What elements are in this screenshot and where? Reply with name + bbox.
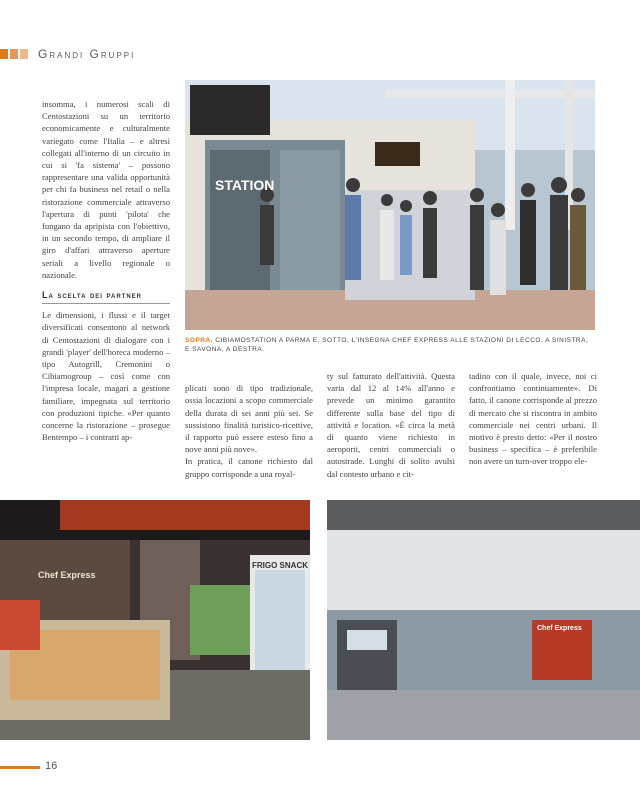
- accent-square-2: [10, 49, 18, 59]
- subheading: La scelta dei partner: [42, 290, 142, 301]
- chef-express-sign: Chef Express: [38, 570, 96, 580]
- photo-caption: [185, 336, 595, 354]
- body-paragraph-3: ty sul fatturato dell'attività. Questa varia dal 12 al 14% all'anno e prevede un minimo garantito differente sulla base del tipo di attività e location. «È circa la metà di quanto viene richiesto in aeroporti, centri commerciali o autostrade. Lunghi di solito avulsi dal contesto urbano e cit-: [327, 371, 455, 479]
- section-header: [0, 44, 135, 64]
- frigo-snack-sign: FRIGO SNACK: [252, 561, 308, 570]
- accent-square-1: [0, 49, 8, 59]
- page-number: 16: [45, 760, 58, 772]
- caption-text: , CIBIAMOSTATION A PARMA E, SOTTO, L'INSEGNA CHEF EXPRESS ALLE STAZIONI DI LECCO, A SINISTRA, E SAVONA, A DESTRA.: [185, 337, 589, 353]
- section-title: Grandi Gruppi: [38, 47, 136, 61]
- footer-accent-bar: [0, 766, 40, 769]
- text-column-2: [185, 370, 313, 492]
- text-column-3: [327, 370, 455, 480]
- body-paragraph-1: Le dimensioni, i flussi e il target diversificati consentono al network di Centostazioni di dialogare con i grandi 'player' dell'horeca moderno – tipo Autogrill, Cremonini o Cibiamogroup – così come con l'impresa locale, magari a gestione familiare, impegnata sul territorio con produzioni tipiche. «Per quanto concerne la ristorazione – prosegue Bentempo – i contratti ap-: [42, 310, 170, 443]
- caption-lead: SOPRA: [185, 337, 211, 344]
- accent-square-3: [20, 49, 28, 59]
- text-column-4: [469, 370, 597, 468]
- subheading-rule: [42, 303, 170, 304]
- photo-chef-express-savona: [327, 500, 640, 740]
- photo-chef-express-lecco: [0, 500, 310, 740]
- photo-cibiamostation: [185, 80, 595, 330]
- text-column-1: [42, 98, 170, 443]
- station-sign: STATION: [215, 177, 275, 193]
- intro-paragraph: insomma, i numerosi scali di Centostazioni su un territorio economicamente e culturalmente variegato come l'Italia – e altresì collegati all'interno di un circuito in cui si 'fa sistema' – possono rappresentare una valida opportunità per chi fa business nel retail o nella ristorazione commerciale attraverso l'apertura di punti 'pilota' che fungano da apripista con l'obiettivo, in un secondo tempo, di ampliare il giro d'affari attraverso aperture seriali a livello regionale o nazionale.: [42, 99, 170, 280]
- chef-express-sign-savona: Chef Express: [537, 625, 582, 632]
- body-paragraph-4: tadino con il quale, invece, noi ci confrontiamo continuamente». Di fatto, il canone corrisponde al prezzo di mercato che si riscontra in ambito commerciale nei centri urbani. Il motivo è presto detto: «Per il nostro business – specifica – è preferibile non avere un turn-over troppo ele-: [469, 371, 597, 467]
- body-paragraph-2: plicati sono di tipo tradizionale, ossia locazioni a scopo commerciale della durata di sei anni più sei. Se sussistono finalità turistico-ricettive, il rapporto può essere esteso fino a nove anni più nove». In pratica, il canone richiesto dal gruppo corrisponde a una royal-: [185, 383, 313, 479]
